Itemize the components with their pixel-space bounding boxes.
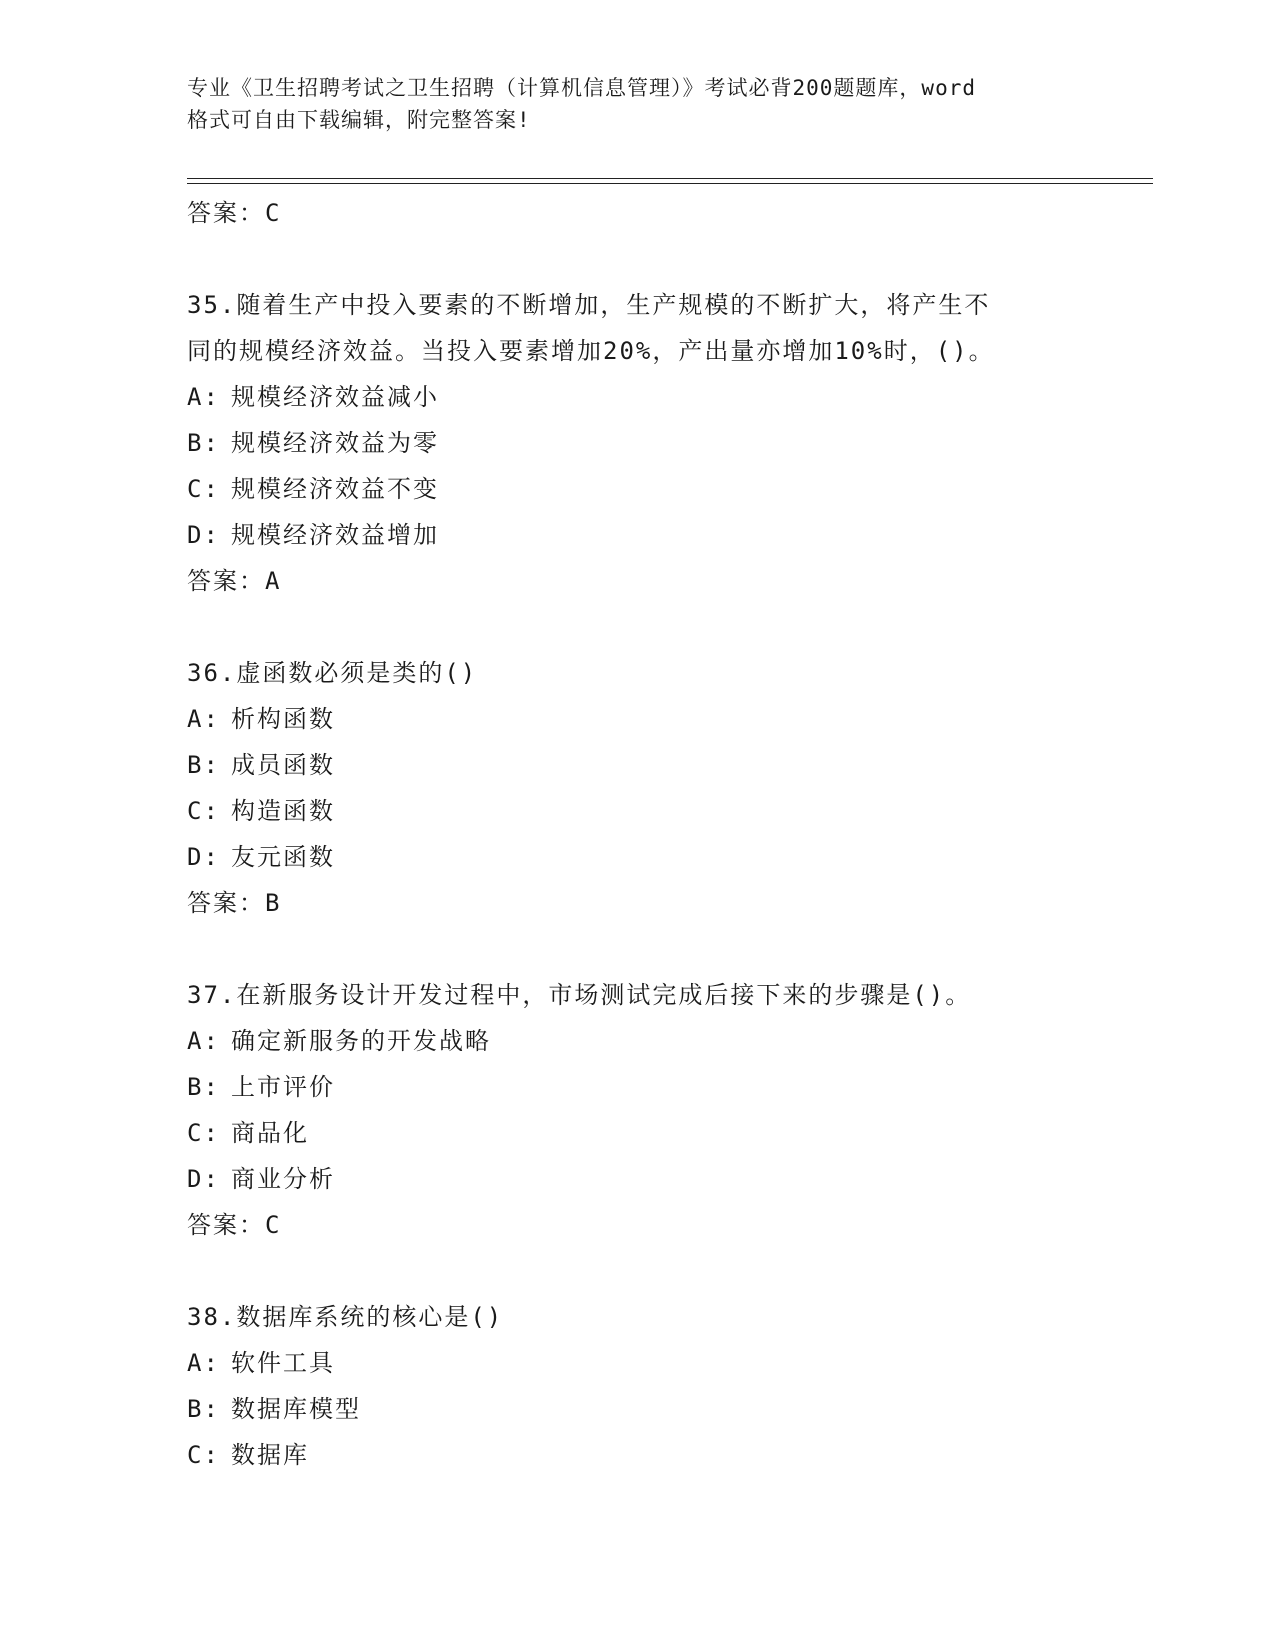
option-key: C:: [187, 1441, 220, 1469]
header-title-line-2: 格式可自由下载编辑，附完整答案!: [187, 108, 531, 132]
option-key: B:: [187, 1073, 220, 1101]
option-key: A:: [187, 383, 220, 411]
previous-answer: 答案：C: [187, 199, 282, 227]
option-row: [187, 420, 1087, 466]
question-spacer: [187, 236, 1087, 282]
option-row: [187, 374, 1087, 420]
question-spacer: [187, 1248, 1087, 1294]
option-row: [187, 1340, 1087, 1386]
question-block: [187, 650, 1087, 926]
question-stem: 35.随着生产中投入要素的不断增加，生产规模的不断扩大，将产生不: [187, 291, 991, 319]
option-row: [187, 696, 1087, 742]
option-text: 规模经济效益减小: [231, 383, 439, 411]
header-divider-bottom: [187, 183, 1153, 184]
option-row: [187, 1156, 1087, 1202]
header-title-line-1: 专业《卫生招聘考试之卫生招聘（计算机信息管理）》考试必背200题题库，word: [187, 76, 976, 100]
answer-line: 答案：A: [187, 567, 282, 595]
question-stem: 同的规模经济效益。当投入要素增加20%，产出量亦增加10%时，()。: [187, 337, 995, 365]
option-key: B:: [187, 751, 220, 779]
option-text: 友元函数: [231, 843, 335, 871]
option-row: [187, 466, 1087, 512]
option-row: [187, 834, 1087, 880]
question-stem: 36.虚函数必须是类的(): [187, 659, 478, 687]
option-key: C:: [187, 1119, 220, 1147]
option-text: 数据库模型: [231, 1395, 361, 1423]
option-text: 商品化: [231, 1119, 309, 1147]
option-text: 确定新服务的开发战略: [231, 1027, 491, 1055]
option-row: [187, 788, 1087, 834]
option-row: [187, 742, 1087, 788]
option-key: D:: [187, 1165, 220, 1193]
question-block: [187, 1294, 1087, 1478]
question-spacer: [187, 926, 1087, 972]
option-key: D:: [187, 843, 220, 871]
question-block: [187, 972, 1087, 1248]
option-row: [187, 1386, 1087, 1432]
option-text: 构造函数: [231, 797, 335, 825]
option-text: 规模经济效益不变: [231, 475, 439, 503]
answer-line: 答案：C: [187, 1211, 282, 1239]
option-text: 上市评价: [231, 1073, 335, 1101]
question-spacer: [187, 604, 1087, 650]
option-text: 商业分析: [231, 1165, 335, 1193]
option-text: 规模经济效益为零: [231, 429, 439, 457]
document-header: [187, 72, 1087, 136]
option-row: [187, 512, 1087, 558]
question-stem: 38.数据库系统的核心是(): [187, 1303, 504, 1331]
header-divider-top: [187, 178, 1153, 179]
option-row: [187, 1018, 1087, 1064]
option-text: 数据库: [231, 1441, 309, 1469]
option-key: A:: [187, 1027, 220, 1055]
question-list: [187, 190, 1087, 1478]
option-text: 规模经济效益增加: [231, 521, 439, 549]
option-key: B:: [187, 429, 220, 457]
option-key: C:: [187, 475, 220, 503]
answer-line: 答案：B: [187, 889, 282, 917]
option-row: [187, 1064, 1087, 1110]
option-key: A:: [187, 1349, 220, 1377]
option-row: [187, 1432, 1087, 1478]
option-row: [187, 1110, 1087, 1156]
option-text: 成员函数: [231, 751, 335, 779]
option-key: D:: [187, 521, 220, 549]
option-key: A:: [187, 705, 220, 733]
question-stem: 37.在新服务设计开发过程中，市场测试完成后接下来的步骤是()。: [187, 981, 972, 1009]
option-key: B:: [187, 1395, 220, 1423]
option-key: C:: [187, 797, 220, 825]
option-text: 软件工具: [231, 1349, 335, 1377]
option-text: 析构函数: [231, 705, 335, 733]
question-block: [187, 282, 1087, 604]
